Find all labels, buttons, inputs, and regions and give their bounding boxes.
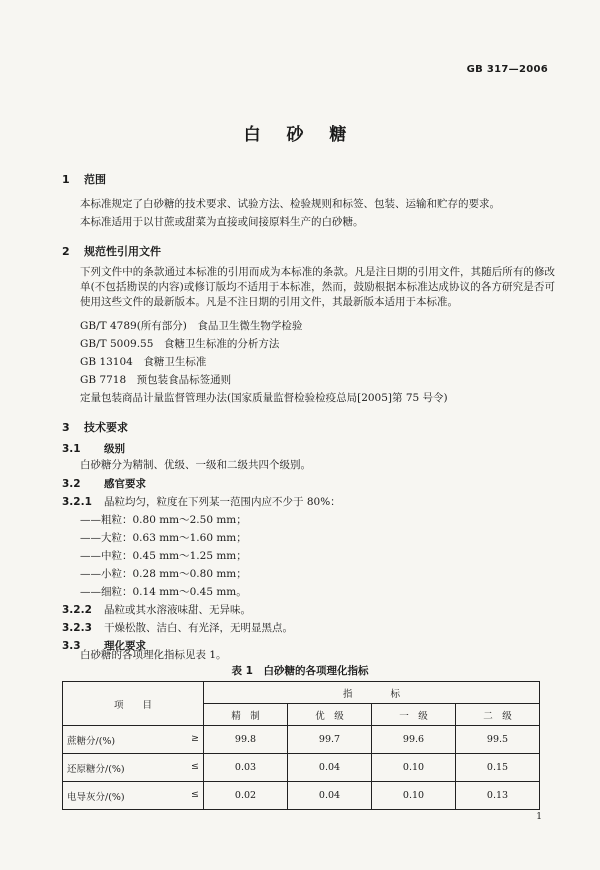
properties-table: [62, 681, 540, 810]
value-cell: 99.8: [204, 726, 288, 754]
list-item: ——粗粒：0.80 mm～2.50 mm；: [80, 514, 247, 526]
item-label: 蔗糖分/(%): [67, 735, 116, 747]
grade-header: 一 级: [372, 704, 456, 726]
value-cell: 99.6: [372, 726, 456, 754]
grade-header: 优 级: [288, 704, 372, 726]
reference-item: GB/T 5009.55 食糖卫生标准的分析方法: [80, 338, 280, 350]
list-item: ——细粒：0.14 mm～0.45 mm。: [80, 586, 247, 598]
value-cell: 0.04: [288, 782, 372, 810]
section-1-heading: [62, 171, 106, 187]
reference-item: GB 13104 食糖卫生标准: [80, 356, 207, 368]
list-item: ——大粒：0.63 mm～1.60 mm；: [80, 532, 247, 544]
subsection-text: 晶粒均匀，粒度在下列某一范围内应不少于 80%：: [104, 496, 341, 508]
section-number: 2: [62, 245, 70, 258]
value-cell: 99.7: [288, 726, 372, 754]
table-row: [63, 754, 540, 782]
section-number: 1: [62, 173, 70, 186]
value-cell: 0.15: [456, 754, 540, 782]
subsection-title: 级别: [104, 443, 125, 455]
section-title: 范围: [84, 173, 106, 186]
grade-header: 二 级: [456, 704, 540, 726]
value-cell: 0.10: [372, 782, 456, 810]
section-2-heading: [62, 243, 161, 259]
table-caption: 表 1 白砂糖的各项理化指标: [231, 665, 369, 677]
list-item: ——小粒：0.28 mm～0.80 mm；: [80, 568, 247, 580]
item-header: 项 目: [63, 682, 204, 726]
section-3-heading: [62, 419, 128, 435]
subsection-3-2-1: [62, 494, 341, 509]
reference-item: GB 7718 预包装食品标签通则: [80, 374, 232, 386]
reference-item: GB/T 4789(所有部分) 食品卫生微生物学检验: [80, 320, 303, 332]
table-row: [63, 782, 540, 810]
subsection-3-2: [62, 476, 146, 491]
value-cell: 0.04: [288, 754, 372, 782]
value-cell: 0.10: [372, 754, 456, 782]
paragraph-3-3: 白砂糖的各项理化指标见表 1。: [80, 649, 227, 661]
subsection-title: 感官要求: [104, 478, 146, 490]
subsection-3-1: [62, 441, 125, 456]
index-header: 指 标: [204, 682, 540, 704]
page-number: 1: [536, 812, 542, 822]
value-cell: 0.03: [204, 754, 288, 782]
value-cell: 99.5: [456, 726, 540, 754]
item-cell: [63, 754, 204, 782]
operator-symbol: ≤: [191, 761, 199, 772]
item-cell: [63, 726, 204, 754]
grade-header: 精 制: [204, 704, 288, 726]
item-label: 电导灰分/(%): [67, 791, 125, 803]
subsection-number: 3.2.2: [62, 604, 92, 616]
subsection-number: 3.1: [62, 443, 81, 455]
item-cell: [63, 782, 204, 810]
paragraph: 本标准规定了白砂糖的技术要求、试验方法、检验规则和标签、包装、运输和贮存的要求。: [80, 198, 500, 210]
document-title: 白 砂 糖: [243, 125, 357, 145]
operator-symbol: ≤: [191, 789, 199, 800]
item-label: 还原糖分/(%): [67, 763, 125, 775]
subsection-3-2-3: [62, 620, 293, 635]
subsection-number: 3.2: [62, 478, 81, 490]
value-cell: 0.02: [204, 782, 288, 810]
subsection-number: 3.3: [62, 640, 81, 652]
value-cell: 0.13: [456, 782, 540, 810]
paragraph: 下列文件中的条款通过本标准的引用而成为本标准的条款。凡是注日期的引用文件，其随后所有的修改单(不包括勘误的内容)或修订版均不适用于本标准，然而，鼓励根据本标准达成协议的各方研究是否可使用这些文件的最新版本。凡是不注日期的引用文件，其最新版本适用于本标准。: [80, 266, 555, 308]
section-title: 技术要求: [84, 421, 128, 434]
section-number: 3: [62, 421, 70, 434]
subsection-3-2-2: [62, 602, 251, 617]
paragraph: 本标准适用于以甘蔗或甜菜为直接或间接原料生产的白砂糖。: [80, 216, 364, 228]
reference-item: 定量包装商品计量监督管理办法(国家质量监督检验检疫总局[2005]第 75 号令): [80, 392, 448, 404]
standard-code: GB 317—2006: [466, 64, 548, 75]
section-title: 规范性引用文件: [84, 245, 161, 258]
subsection-number: 3.2.1: [62, 496, 92, 508]
subsection-title: 理化要求: [104, 640, 146, 652]
operator-symbol: ≥: [191, 733, 199, 744]
table-row: [63, 726, 540, 754]
subsection-text: 晶粒或其水溶液味甜、无异味。: [104, 604, 251, 616]
subsection-text: 干燥松散、洁白、有光泽，无明显黑点。: [104, 622, 293, 634]
subsection-number: 3.2.3: [62, 622, 92, 634]
list-item: ——中粒：0.45 mm～1.25 mm；: [80, 550, 247, 562]
paragraph: 白砂糖分为精制、优级、一级和二级共四个级别。: [80, 459, 311, 471]
